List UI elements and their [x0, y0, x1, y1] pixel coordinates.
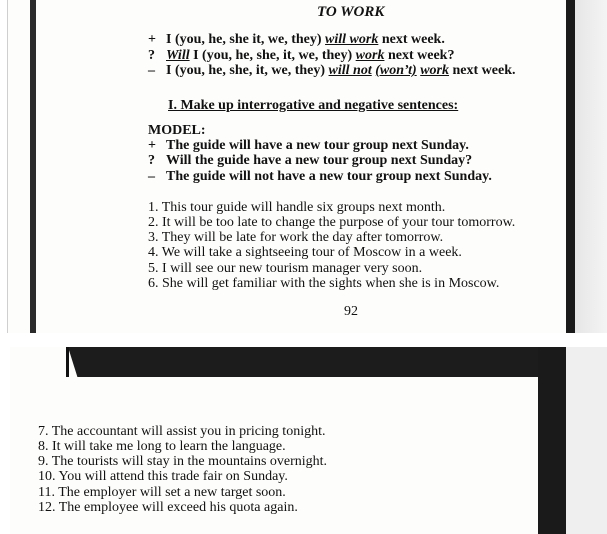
- model-affirmative: + The guide will have a new tour group next Sunday.: [148, 138, 469, 153]
- bottom-page-dark-band: [68, 347, 538, 377]
- sentence-3: 3. They will be late for work the day after tomorrow.: [148, 230, 444, 245]
- section-title: TO WORK: [317, 4, 385, 20]
- sentence-12: 12. The employee will exceed his quota again.: [38, 500, 298, 515]
- sentence-11: 11. The employer will set a new target soon.: [38, 485, 286, 500]
- sentence-5: 5. I will see our new tourism manager very soon.: [148, 261, 423, 276]
- sentence-7: 7. The accountant will assist you in pricing tonight.: [38, 424, 326, 439]
- conjugation-interrogative: ? Will I (you, he, she, it, we, they) work next week?: [148, 48, 455, 63]
- model-label: MODEL:: [148, 123, 206, 138]
- conjugation-affirmative: + I (you, he, she it, we, they) will work next week.: [148, 32, 445, 47]
- sentence-9: 9. The tourists will stay in the mountains overnight.: [38, 454, 328, 469]
- conjugation-negative: – I (you, he, she, it, we, they) will not (won’t) work next week.: [148, 63, 516, 78]
- page-number: 92: [344, 304, 358, 319]
- model-interrogative: ? Will the guide have a new tour group next Sunday?: [148, 153, 473, 168]
- sentence-4: 4. We will take a sightseeing tour of Moscow in a week.: [148, 245, 462, 260]
- exercise-heading: I. Make up interrogative and negative sentences:: [168, 98, 459, 113]
- top-page-spine-shadow: [30, 0, 36, 333]
- top-page-right-edge: [566, 0, 607, 333]
- page-gap: [0, 333, 607, 347]
- bottom-page-right-edge: [566, 347, 607, 534]
- sentence-8: 8. It will take me long to learn the language.: [38, 439, 286, 454]
- bottom-page-right-shadow: [538, 347, 566, 534]
- bottom-page-margin-mark: [66, 347, 69, 377]
- sentence-1: 1. This tour guide will handle six groups next month.: [148, 200, 446, 215]
- sentence-2: 2. It will be too late to change the purpose of your tour tomorrow.: [148, 215, 516, 230]
- model-negative: – The guide will not have a new tour group next Sunday.: [148, 169, 492, 184]
- sentence-6: 6. She will get familiar with the sights when she is in Moscow.: [148, 276, 500, 291]
- sentence-10: 10. You will attend this trade fair on Sunday.: [38, 469, 288, 484]
